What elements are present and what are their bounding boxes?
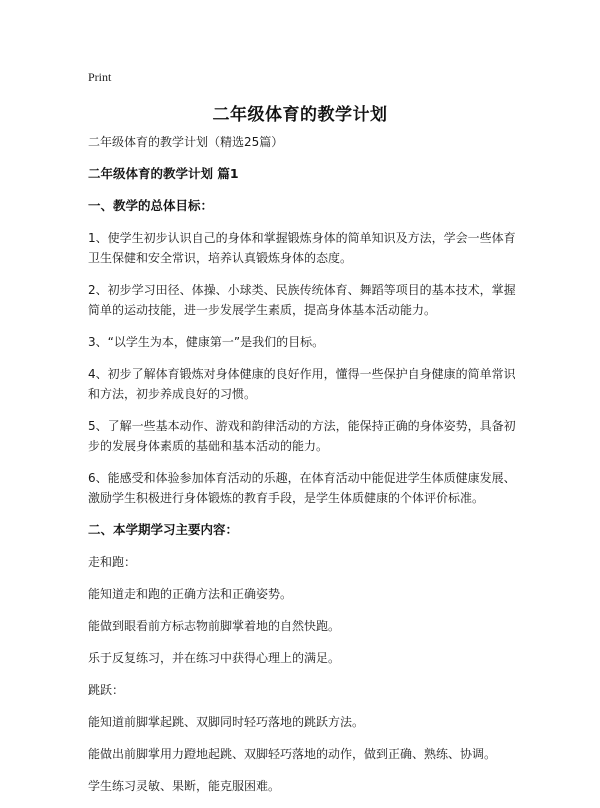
goal-item-6: 6、能感受和体验参加体育活动的乐趣，在体育活动中能促进学生体质健康发展、激励学生积极进行身体锻炼的教育手段，是学生体质健康的个体评价标准。 [88, 471, 516, 505]
goal-item-4: 4、初步了解体育锻炼对身体健康的良好作用，懂得一些保护自身健康的简单常识和方法，初步养成良好的习惯。 [88, 367, 516, 401]
document-subtitle: 二年级体育的教学计划（精选25篇） [88, 135, 284, 149]
goal-item-3: 3、“以学生为本，健康第一”是我们的目标。 [88, 335, 325, 349]
run-item-3: 乐于反复练习，并在练习中获得心理上的满足。 [88, 651, 341, 665]
jump-item-3: 学生练习灵敏、果断，能克服困难。 [88, 779, 281, 793]
run-item-2: 能做到眼看前方标志物前脚掌着地的自然快跑。 [88, 619, 341, 633]
jump-item-1: 能知道前脚掌起跳、双脚同时轻巧落地的跳跃方法。 [88, 715, 365, 729]
run-label: 走和跑： [88, 555, 137, 569]
print-link[interactable]: Print [88, 70, 112, 84]
goal-item-2: 2、初步学习田径、体操、小球类、民族传统体育、舞蹈等项目的基本技术，掌握简单的运动技能，进一步发展学生素质，提高身体基本活动能力。 [88, 283, 516, 317]
heading-goals: 一、教学的总体目标： [88, 198, 214, 213]
page-title: 二年级体育的教学计划 [212, 105, 388, 125]
run-item-1: 能知道走和跑的正确方法和正确姿势。 [88, 587, 293, 601]
jump-label: 跳跃： [88, 683, 125, 697]
goal-item-1: 1、使学生初步认识自己的身体和掌握锻炼身体的简单知识及方法，学会一些体育卫生保健和安全常识，培养认真锻炼身体的态度。 [88, 231, 516, 265]
document-body [88, 132, 518, 808]
jump-item-2: 能做出前脚掌用力蹬地起跳、双脚轻巧落地的动作，做到正确、熟练、协调。 [88, 747, 497, 761]
goal-item-5: 5、了解一些基本动作、游戏和韵律活动的方法，能保持正确的身体姿势，具备初步的发展身体素质的基础和基本活动的能力。 [88, 419, 516, 453]
heading-content: 二、本学期学习主要内容： [88, 522, 239, 537]
section-title: 二年级体育的教学计划 篇1 [88, 166, 239, 181]
